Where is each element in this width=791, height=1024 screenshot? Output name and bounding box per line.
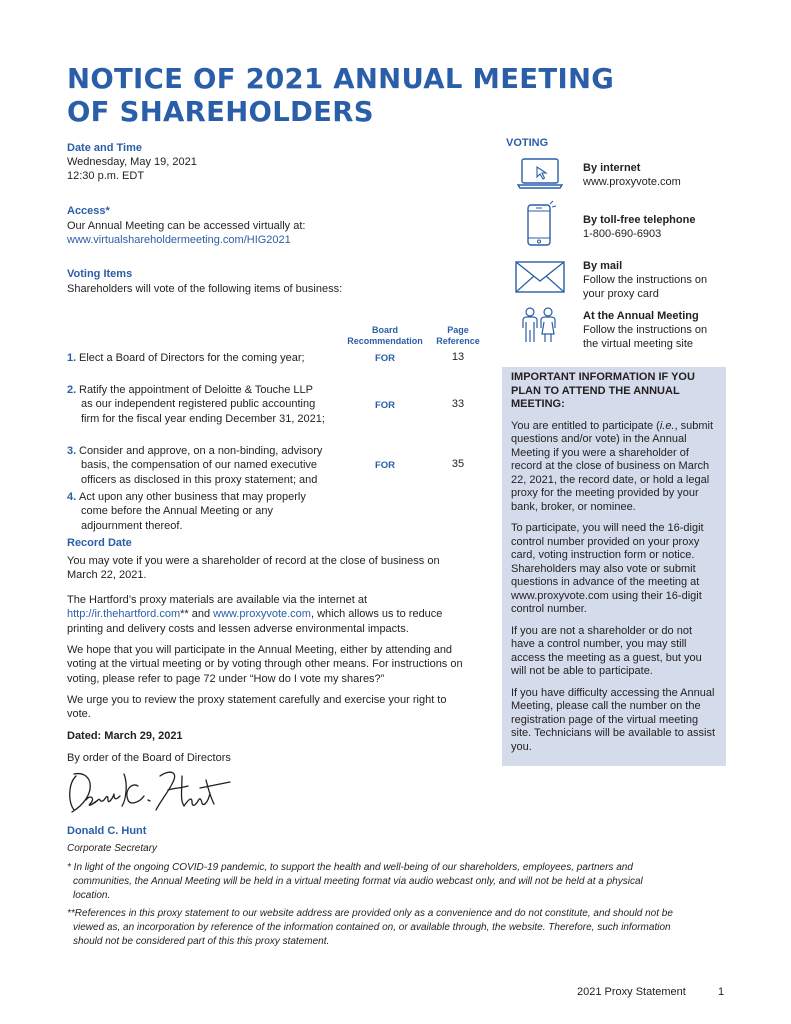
page-reference: 35 xyxy=(451,458,465,470)
dated-line: Dated: March 29, 2021 xyxy=(67,730,183,742)
voting-item-4: 4. Act upon any other business that may properly come before the Annual Meeting or any adjournment thereof. xyxy=(67,491,306,532)
important-information-box xyxy=(502,367,726,766)
board-recommendation-header: Board Recommendation xyxy=(347,325,423,346)
vote-by-mail: By mail Follow the instructions on your proxy card xyxy=(583,260,708,300)
voting-heading: VOTING xyxy=(506,137,549,149)
voting-items-label: Voting Items xyxy=(67,268,133,280)
proxyvote-link[interactable]: www.proxyvote.com xyxy=(213,608,311,621)
page-reference: 13 xyxy=(451,351,465,363)
proxy-materials-paragraph: The Hartford’s proxy materials are available via the internet at http://ir.thehartford.com** and www.proxyvote.com, which allows us to reduce printing and delivery costs and lessen adverse environmental impacts. xyxy=(67,594,443,635)
envelope-icon xyxy=(514,259,566,295)
date-time-value: Wednesday, May 19, 2021 12:30 p.m. EDT xyxy=(67,156,197,183)
important-paragraph-3: If you are not a shareholder or do not have a control number, you may still access the meeting as a guest, but you will not be able to participate. xyxy=(511,624,702,677)
mobile-phone-icon xyxy=(523,200,557,248)
by-order-line: By order of the Board of Directors xyxy=(67,752,231,764)
record-date-label: Record Date xyxy=(67,537,132,549)
page-number: 1 xyxy=(718,986,725,998)
voting-item-1: 1. Elect a Board of Directors for the coming year; xyxy=(67,352,305,364)
important-heading: IMPORTANT INFORMATION IF YOU PLAN TO ATTEND THE ANNUAL MEETING: xyxy=(511,371,695,410)
vote-at-meeting: At the Annual Meeting Follow the instructions on the virtual meeting site xyxy=(583,310,708,350)
voting-item-3: 3. Consider and approve, on a non-binding, advisory basis, the compensation of our named executive officers as disclosed in this proxy statement; and xyxy=(67,445,323,486)
ir-thehartford-link[interactable]: http://ir.thehartford.com xyxy=(67,608,181,621)
recommendation-for: FOR xyxy=(374,460,396,471)
participation-paragraph: We hope that you will participate in the Annual Meeting, either by attending and voting at the virtual meeting or by voting through other means. For instructions on voting, please refer to page 72 under “How do I vote my shares?” xyxy=(67,644,463,685)
access-url-link[interactable]: www.virtualshareholdermeeting.com/HIG2021 xyxy=(67,234,291,246)
signature-image xyxy=(64,766,244,816)
record-date-text: You may vote if you were a shareholder of record at the close of business on March 22, 2021. xyxy=(67,555,440,582)
people-icon xyxy=(519,306,559,346)
review-paragraph: We urge you to review the proxy statement carefully and exercise your right to vote. xyxy=(67,694,447,721)
important-paragraph-4: If you have difficulty accessing the Annual Meeting, please call the number on the registration page of the virtual meeting site. Technicians will be available to assist you. xyxy=(511,686,716,753)
page-title: NOTICE OF 2021 ANNUAL MEETING OF SHAREHOLDERS xyxy=(67,63,615,128)
date-time-label: Date and Time xyxy=(67,142,142,154)
proxyvote-url[interactable]: www.proxyvote.com xyxy=(583,176,681,188)
footnote-covid: * In light of the ongoing COVID-19 pandemic, to support the health and well-being of our shareholders, employees, partners and communities, the Annual Meeting will be held in a virtual meeting format via audio webcast only, and will not be held at a physical location. xyxy=(67,862,643,901)
important-paragraph-1: You are entitled to participate (i.e., submit questions and/or vote) in the Annual Meeting if you were a shareholder of record at the close of business on March 22, 2021, the record date, or hold a legal proxy for the meeting provided by your bank, broker, or nominee. xyxy=(511,419,714,513)
recommendation-for: FOR xyxy=(374,400,396,411)
footer-document-title: 2021 Proxy Statement xyxy=(577,986,686,998)
page-reference: 33 xyxy=(451,398,465,410)
vote-by-internet: By internet www.proxyvote.com xyxy=(583,162,681,188)
important-paragraph-2: To participate, you will need the 16-digit control number provided on your proxy card, voting instruction form or notice. Shareholders may also vote or submit questions in advance of the meeting at www.proxyvote.com using their 16-digit control number. xyxy=(511,522,704,615)
page-reference-header: Page Reference xyxy=(436,325,480,346)
laptop-icon xyxy=(517,155,563,191)
signatory-title: Corporate Secretary xyxy=(67,843,158,854)
access-text: Our Annual Meeting can be accessed virtually at: xyxy=(67,220,306,232)
access-label: Access* xyxy=(67,205,110,217)
recommendation-for: FOR xyxy=(374,353,396,364)
signatory-name: Donald C. Hunt xyxy=(67,825,147,837)
vote-by-telephone: By toll-free telephone 1-800-690-6903 xyxy=(583,214,696,240)
voting-items-intro: Shareholders will vote of the following items of business: xyxy=(67,283,343,295)
voting-item-2: 2. Ratify the appointment of Deloitte & Touche LLP as our independent registered public accounting firm for the fiscal year ending December 31, 2021; xyxy=(67,384,325,425)
footnote-website: **References in this proxy statement to our website address are provided only as a convenience and do not constitute, and should not be viewed as, an incorporation by reference of the information contained on, or available through, the website. Therefore, such information should not be considered part of this this proxy statement. xyxy=(67,908,673,947)
